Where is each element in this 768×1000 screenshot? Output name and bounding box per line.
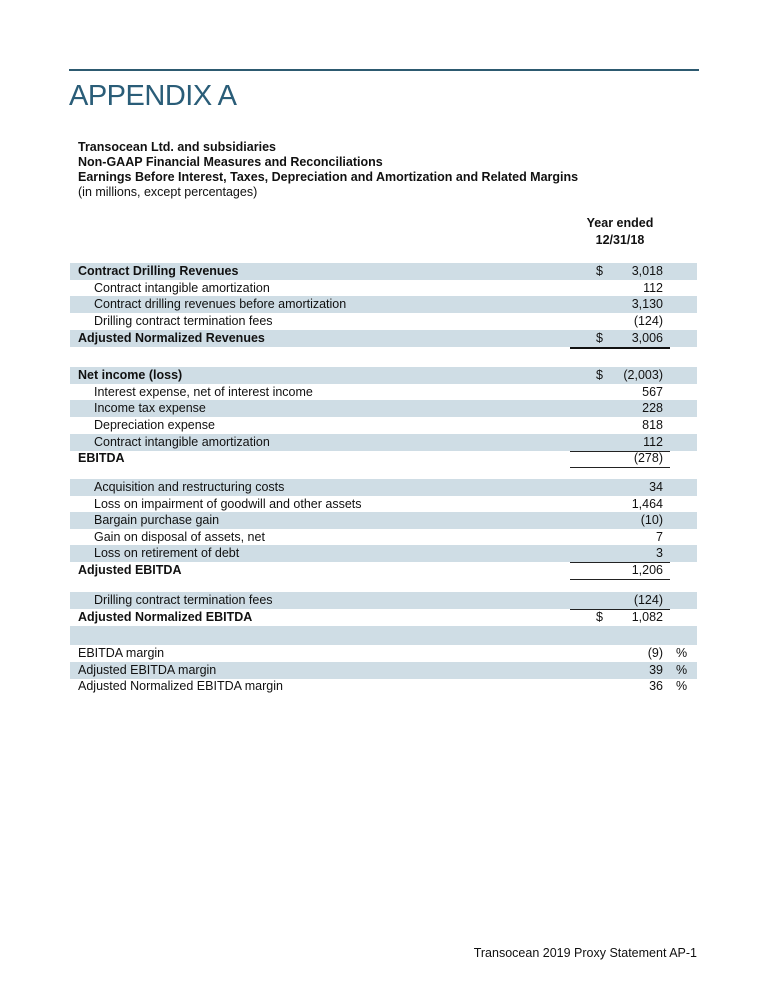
- table-row: [70, 313, 697, 330]
- currency-symbol: $: [596, 610, 603, 624]
- table-row: [70, 367, 697, 384]
- table-row: [70, 662, 697, 679]
- table-row: [70, 529, 697, 546]
- table-row: [70, 592, 697, 609]
- row-label: Adjusted EBITDA margin: [78, 663, 217, 677]
- row-value: (10): [640, 513, 663, 527]
- total-underline: [570, 467, 670, 468]
- row-value: 7: [656, 530, 663, 544]
- total-underline: [570, 579, 670, 580]
- row-label: Drilling contract termination fees: [94, 314, 273, 328]
- table-row: [70, 645, 697, 662]
- row-value: 1,206: [631, 563, 663, 577]
- row-value: 1,464: [631, 497, 663, 511]
- row-label: Contract intangible amortization: [94, 281, 270, 295]
- currency-symbol: $: [596, 331, 603, 345]
- table-row: [70, 280, 697, 297]
- column-header: [560, 215, 680, 249]
- table-row: [70, 609, 697, 626]
- table-row: [70, 384, 697, 401]
- row-value: 34: [649, 480, 663, 494]
- row-label: Acquisition and restructuring costs: [94, 480, 285, 494]
- row-label: Income tax expense: [94, 401, 206, 415]
- row-label: Adjusted Normalized EBITDA margin: [78, 679, 283, 693]
- spacer-row: [70, 626, 697, 645]
- table-row: [70, 263, 697, 280]
- total-underline: [570, 347, 670, 349]
- table-row: [70, 496, 697, 513]
- row-value: (124): [633, 593, 663, 607]
- row-value: 36: [649, 679, 663, 693]
- table-row: [70, 330, 697, 347]
- row-label: Contract Drilling Revenues: [78, 264, 239, 278]
- row-value: 3,006: [631, 331, 663, 345]
- row-value: 3,130: [631, 297, 663, 311]
- page-title: APPENDIX A: [69, 80, 237, 112]
- row-value: 567: [642, 385, 663, 399]
- row-label: Bargain purchase gain: [94, 513, 220, 527]
- row-label: Contract drilling revenues before amortization: [94, 297, 347, 311]
- report-title: Non-GAAP Financial Measures and Reconciliations: [78, 155, 383, 169]
- row-label: Interest expense, net of interest income: [94, 385, 313, 399]
- table-row: [70, 678, 697, 695]
- row-label: Adjusted Normalized Revenues: [78, 331, 265, 345]
- row-value: 112: [643, 281, 663, 295]
- row-value: 818: [642, 418, 663, 432]
- row-label: Depreciation expense: [94, 418, 215, 432]
- row-label: Contract intangible amortization: [94, 435, 270, 449]
- row-value: 39: [649, 663, 663, 677]
- table-row: [70, 296, 697, 313]
- column-header-line2: 12/31/18: [595, 233, 645, 247]
- row-value: 3: [656, 546, 663, 560]
- row-label: EBITDA margin: [78, 646, 165, 660]
- row-label: Drilling contract termination fees: [94, 593, 273, 607]
- row-label: Adjusted EBITDA: [78, 563, 182, 577]
- table-row: [70, 562, 697, 579]
- row-value: 228: [642, 401, 663, 415]
- table-row: [70, 545, 697, 562]
- units-note: (in millions, except percentages): [78, 185, 258, 199]
- table-row: [70, 450, 697, 467]
- page-footer: Transocean 2019 Proxy Statement AP-1: [473, 946, 697, 960]
- row-label: EBITDA: [78, 451, 125, 465]
- table-row: [70, 434, 697, 451]
- percent-sign: %: [676, 679, 688, 693]
- currency-symbol: $: [596, 368, 603, 382]
- row-label: Loss on retirement of debt: [94, 546, 240, 560]
- table-row: [70, 512, 697, 529]
- currency-symbol: $: [596, 264, 603, 278]
- percent-sign: %: [676, 663, 688, 677]
- row-value: (2,003): [623, 368, 663, 382]
- percent-sign: %: [676, 646, 688, 660]
- row-value: (9): [647, 646, 663, 660]
- report-subtitle: Earnings Before Interest, Taxes, Depreciation and Amortization and Related Margins: [78, 170, 579, 184]
- row-value: (278): [633, 451, 663, 465]
- row-value: 1,082: [631, 610, 663, 624]
- row-label: Gain on disposal of assets, net: [94, 530, 265, 544]
- row-label: Adjusted Normalized EBITDA: [78, 610, 253, 624]
- row-value: 112: [643, 435, 663, 449]
- row-value: (124): [633, 314, 663, 328]
- row-value: 3,018: [631, 264, 663, 278]
- company-name: Transocean Ltd. and subsidiaries: [78, 140, 276, 154]
- header-rule: [69, 69, 699, 71]
- row-label: Net income (loss): [78, 368, 183, 382]
- table-row: [70, 479, 697, 496]
- row-label: Loss on impairment of goodwill and other assets: [94, 497, 362, 511]
- table-row: [70, 400, 697, 417]
- column-header-line1: Year ended: [586, 216, 654, 230]
- table-row: [70, 417, 697, 434]
